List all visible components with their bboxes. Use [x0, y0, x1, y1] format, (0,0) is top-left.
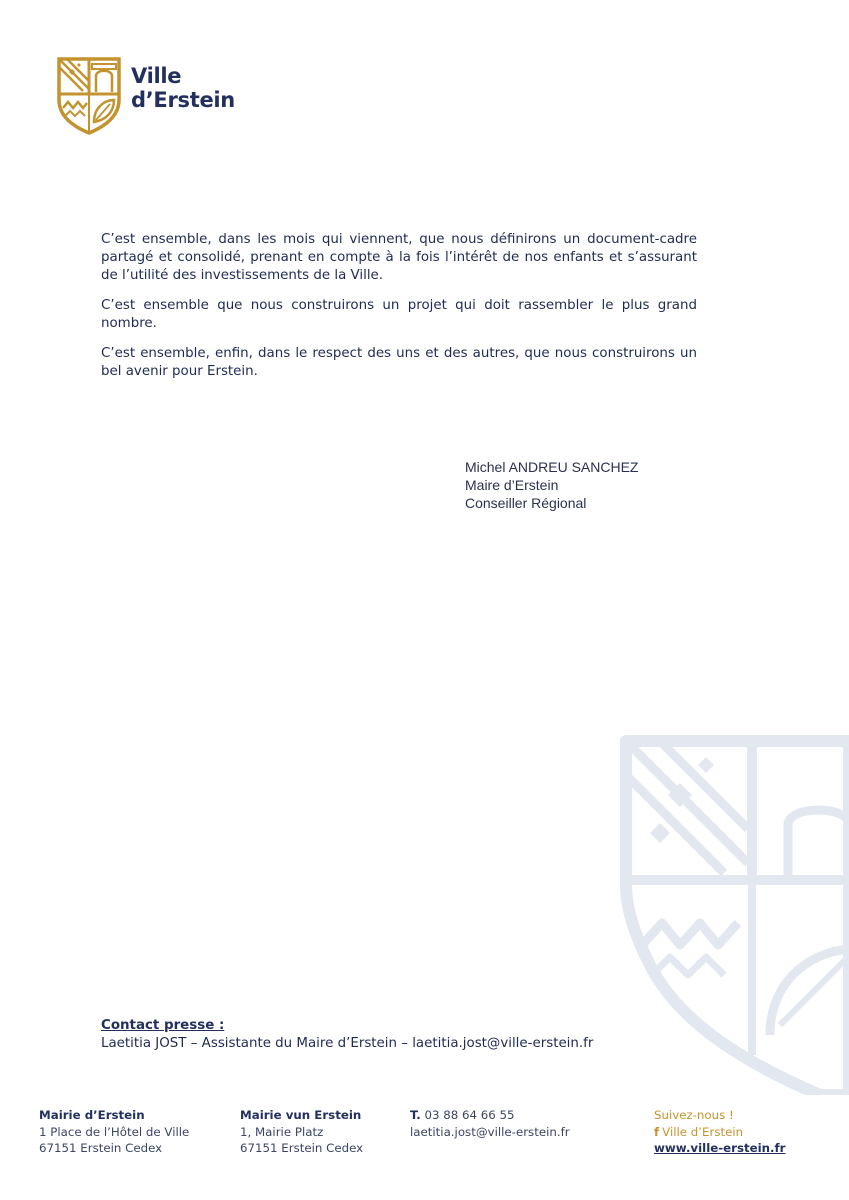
logo-wordmark — [131, 64, 235, 112]
website-link[interactable]: www.ville-erstein.fr — [654, 1141, 786, 1155]
footer-phone — [410, 1107, 570, 1124]
press-contact — [101, 1017, 593, 1053]
coat-of-arms-watermark-icon — [620, 735, 849, 1095]
facebook-link[interactable] — [654, 1124, 786, 1141]
logo-line-1: Ville — [131, 64, 182, 88]
paragraph-1: C’est ensemble, dans les mois qui viennent, que nous définirons un document-cadre partagé et consolidé, prenant en compte à la fois l’intérêt de nos enfants et s’assurant de l’utilité des investissements de la Ville. — [101, 232, 697, 283]
phone-label: T. — [410, 1108, 421, 1122]
coat-of-arms-icon — [56, 56, 122, 136]
logo-line-2: d’Erstein — [131, 88, 235, 112]
footer-address-fr — [39, 1107, 189, 1157]
footer-address-als-line-1: 1, Mairie Platz — [240, 1124, 324, 1139]
footer-email[interactable]: laetitia.jost@ville-erstein.fr — [410, 1124, 570, 1139]
facebook-icon: f — [654, 1124, 660, 1139]
paragraph-3: C’est ensemble, enfin, dans le respect des uns et des autres, que nous construirons un bel avenir pour Erstein. — [101, 346, 697, 379]
paragraph-2: C’est ensemble que nous construirons un projet qui doit rassembler le plus grand nombre. — [101, 298, 697, 331]
press-contact-heading: Contact presse : — [101, 1018, 225, 1033]
facebook-page-label: Ville d’Erstein — [662, 1124, 744, 1139]
phone-number[interactable]: 03 88 64 66 55 — [424, 1108, 515, 1122]
signatory-title-2: Conseiller Régional — [465, 495, 587, 511]
footer-address-fr-title: Mairie d’Erstein — [39, 1108, 145, 1122]
footer-address-als-line-2: 67151 Erstein Cedex — [240, 1141, 364, 1155]
signatory-title-1: Maire d’Erstein — [465, 477, 559, 493]
footer-social — [654, 1107, 786, 1157]
press-contact-line: Laetitia JOST – Assistante du Maire d’Erstein – laetitia.jost@ville-erstein.fr — [101, 1036, 594, 1051]
signature-block — [465, 458, 638, 512]
letter-body — [101, 231, 697, 393]
footer-address-fr-line-1: 1 Place de l’Hôtel de Ville — [39, 1124, 190, 1139]
city-logo — [56, 56, 246, 136]
footer-address-als-title: Mairie vun Erstein — [240, 1108, 362, 1122]
footer-contact — [410, 1107, 570, 1140]
footer-address-fr-line-2: 67151 Erstein Cedex — [39, 1141, 163, 1155]
signatory-name: Michel ANDREU SANCHEZ — [465, 459, 639, 475]
follow-us-label: Suivez-nous ! — [654, 1108, 734, 1122]
footer-address-als — [240, 1107, 363, 1157]
